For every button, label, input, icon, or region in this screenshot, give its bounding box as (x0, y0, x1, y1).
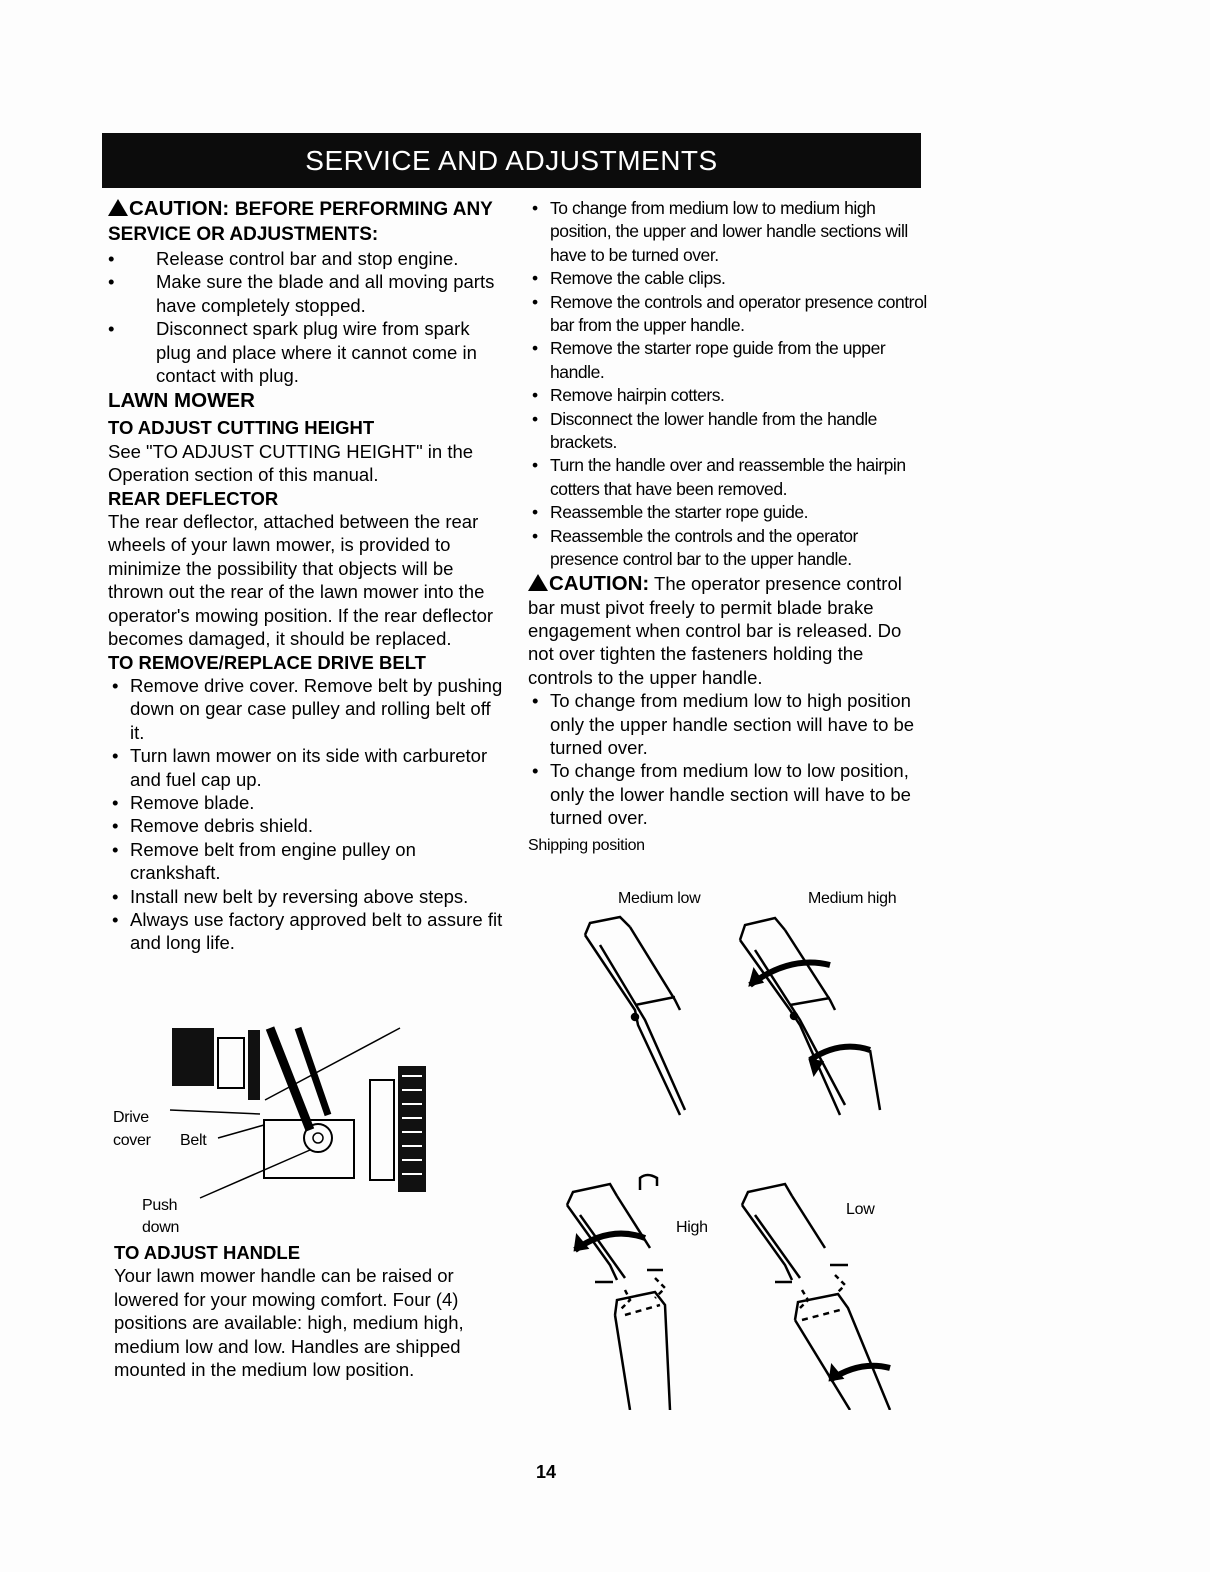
rear-deflector-text: The rear deflector, attached between the rear wheels of your lawn mower, is provided to minimize the possibility that objects will be thrown out the rear of the lawn mower into the operator's mowing position. If the rear deflector becomes damaged, it should be replaced. (108, 511, 494, 650)
list-item: • Reassemble the controls and the operator presence control bar to the upper handle. (528, 525, 928, 572)
handle-medium-low-diagram (570, 905, 710, 1120)
list-item: • Turn lawn mower on its side with carburetor and fuel cap up. (108, 744, 508, 791)
drive-belt-heading: TO REMOVE/REPLACE DRIVE BELT (108, 651, 426, 673)
page-number: 14 (536, 1462, 557, 1482)
handle-section (114, 1241, 514, 1381)
list-item: • Install new belt by reversing above steps. (108, 885, 508, 908)
change-list (528, 689, 928, 829)
left-column (108, 197, 508, 955)
list-item: • Turn the handle over and reassemble the hairpin cotters that have been removed. (528, 454, 928, 501)
cutting-height-text: See "TO ADJUST CUTTING HEIGHT" in the Operation section of this manual. (108, 440, 474, 486)
list-item: • Release control bar and stop engine. (108, 247, 508, 270)
list-item: • Remove hairpin cotters. (528, 384, 928, 407)
handle-medium-high-diagram (730, 900, 900, 1125)
list-item: • Remove belt from engine pulley on crankshaft. (108, 838, 508, 885)
list-item: • Remove debris shield. (108, 814, 508, 837)
drive-belt-list (108, 674, 508, 955)
list-item: • Remove the controls and operator presence control bar from the upper handle. (528, 291, 928, 338)
handle-steps-list (528, 197, 928, 572)
figure-label-cover: cover (113, 1132, 151, 1149)
figure-label-down: down (142, 1219, 180, 1236)
shipping-position-label: Shipping position (528, 836, 645, 854)
warning-icon (108, 199, 128, 216)
caution-list (108, 247, 508, 387)
figure-label-drive: Drive (113, 1109, 149, 1126)
right-column (528, 197, 928, 857)
list-item: • Make sure the blade and all moving parts have completely stopped. (108, 270, 508, 317)
caution-paragraph: CAUTION: The operator presence control bar must pivot freely to permit blade brake engagement when control bar is released. Do not over tighten the fasteners holding the controls to the upper handle. (528, 571, 902, 688)
label-medium-low: Medium low (618, 890, 701, 907)
list-item: • Disconnect the lower handle from the handle brackets. (528, 408, 928, 455)
list-item: • To change from medium low to high position only the upper handle section will have to be turned over. (528, 689, 928, 759)
label-low: Low (846, 1201, 875, 1218)
label-medium-high: Medium high (808, 890, 897, 907)
handle-text: Your lawn mower handle can be raised or lowered for your mowing comfort. Four (4) positions are available: high, medium high, medium low and low. Handles are shipped mounted in the medium low position. (114, 1265, 464, 1381)
list-item: • Remove the starter rope guide from the upper handle. (528, 337, 928, 384)
list-item: • Remove blade. (108, 791, 508, 814)
cutting-height-heading: TO ADJUST CUTTING HEIGHT (108, 417, 375, 439)
handle-high-diagram (555, 1170, 705, 1410)
section-header: SERVICE AND ADJUSTMENTS (102, 133, 921, 188)
list-item: • Disconnect spark plug wire from spark plug and place where it cannot come in contact with plug. (108, 317, 508, 387)
drive-belt-illustration (160, 1020, 440, 1200)
handle-heading: TO ADJUST HANDLE (114, 1242, 301, 1263)
list-item: • Remove the cable clips. (528, 267, 928, 290)
list-item: • To change from medium low to low position, only the lower handle section will have to be turned over. (528, 759, 928, 829)
list-item: • To change from medium low to medium high position, the upper and lower handle sections will have to be turned over. (528, 197, 928, 267)
label-high: High (676, 1219, 708, 1236)
figure-label-push: Push (142, 1197, 178, 1214)
rear-deflector-heading: REAR DEFLECTOR (108, 487, 279, 509)
handle-low-diagram (730, 1170, 900, 1410)
list-item: • Remove drive cover. Remove belt by pushing down on gear case pulley and rolling belt off it. (108, 674, 508, 744)
list-item: • Reassemble the starter rope guide. (528, 501, 928, 524)
caution-heading: CAUTION: BEFORE PERFORMING ANY SERVICE OR ADJUSTMENTS: (108, 197, 493, 245)
warning-icon (528, 574, 548, 591)
figure-label-belt: Belt (180, 1132, 207, 1149)
list-item: • Always use factory approved belt to assure fit and long life. (108, 908, 508, 955)
lawn-mower-heading: LAWN MOWER (108, 389, 255, 413)
